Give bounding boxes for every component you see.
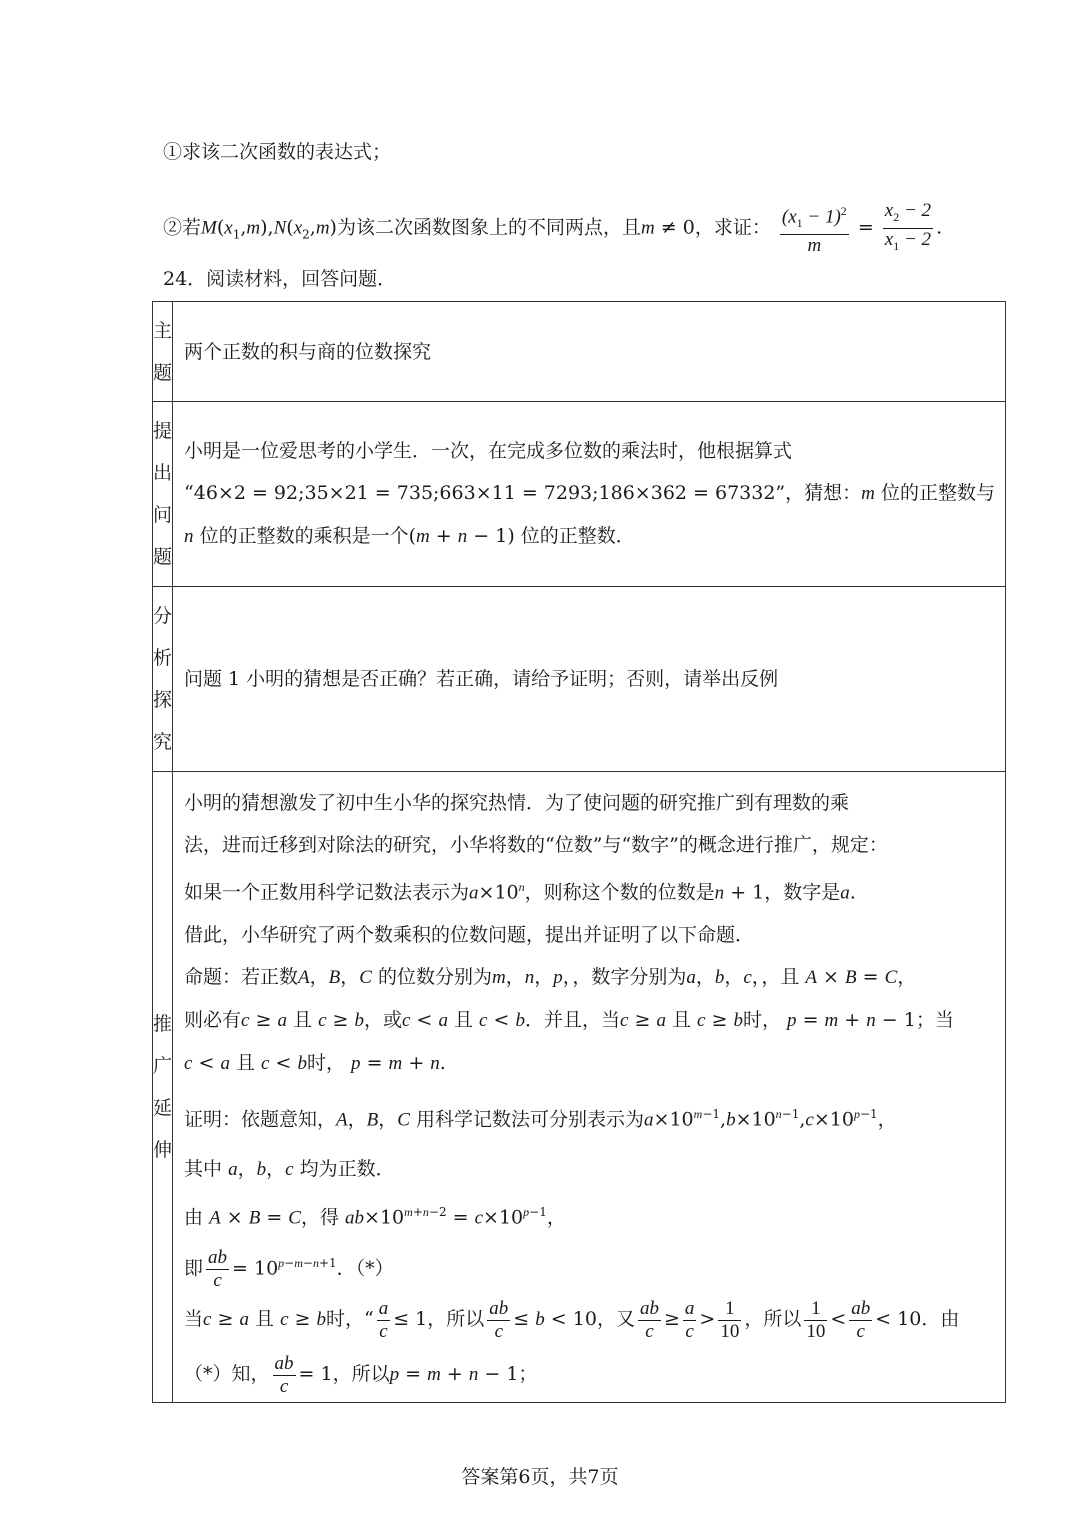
row-label-question: 提 出 问 题 [153, 402, 173, 587]
extension-text: 小明的猜想激发了初中生小华的探究热情．为了使问题的研究推广到有理数的乘 法，进而迁移到对除法的研究，小华将数的“位数”与“数字”的概念进行推广，规定： 如果一个正数用科学记数法表示为$a\times 10^n$，则称这个数的位数是n + 1，数字是a. 借此，小华研究了两个数乘积的位数问题，提出并证明了以下命题． 命题：若正数A，B，C 的位数分别为m，n，p，，数字分别为a，b，c，，且 A × B = C， 则必有c ≥ a 且 c ≥ b，或c < a 且 c < b．并且，当c ≥ a 且 c ≥ b时， p = m + n − 1；当 c < a 且 c < b时， p = m + n. 证明：依题意知，A，B，C 用科学记数法可分别表示为$a\times 10^{m-1},b\times 10^{n-1},c\times 10^{p-1}$， 其中 a，b，c 均为正数． 由 A × B = C，得 $ab\times 10^{m+n-2} = c\times 10^{p-1}$， 即 $\frac{ab}{c}$ = $10^{p-m-n+1}$．（*） 当c ≥ a 且 c ≥ b时，“ $\frac{a}{c}$ ≤ 1，所以 $\frac{ab}{c}$ ≤ b < 10，又 $\frac{ab}{c}$ ≥ $\frac{a}{c}$ > $\frac{1}{10}$ ，所以 $\frac{1}{10}$ < $\frac{ab}{c}$ < 10．由 （*）知， $\frac{ab}{c}$ = 1，所以p = m + n − 1； [173, 772, 1006, 1403]
topic-text: 两个正数的积与商的位数探究 [173, 302, 1006, 402]
q24-header: 24．阅读材料，回答问题． [163, 268, 397, 290]
row-label-topic: 主 题 [153, 302, 173, 402]
material-table [152, 301, 1006, 1403]
q23-item-1: ①求该二次函数的表达式； [163, 141, 392, 163]
row-label-extension: 推 广 延 伸 [153, 772, 173, 1403]
q23-item-2: ②若$M(x_1,m),N(x_2,m)$为该二次函数图象上的不同两点，且m ≠ 0，求证： $\frac{(x_1 - 1)^2}{m}$ = $\frac{x_2 - 2}{x_1 - 2}$ . [163, 200, 943, 257]
row-extension [153, 772, 1006, 1403]
analysis-text: 问题 1 小明的猜想是否正确？若正确，请给予证明；否则，请举出反例 [173, 587, 1006, 772]
row-analysis [153, 587, 1006, 772]
question-text: 小明是一位爱思考的小学生．一次，在完成多位数的乘法时，他根据算式 “46×2 = 92;35×21 = 735;663×11 = 7293;186×362 = 67332”，猜想：m 位的正整数与 n 位的正整数的乘积是一个(m + n − 1) 位的正整数． [173, 402, 1006, 587]
row-question [153, 402, 1006, 587]
page-footer: 答案第6页，共7页 [461, 1466, 619, 1488]
row-label-analysis: 分 析 探 究 [153, 587, 173, 772]
row-topic [153, 302, 1006, 402]
